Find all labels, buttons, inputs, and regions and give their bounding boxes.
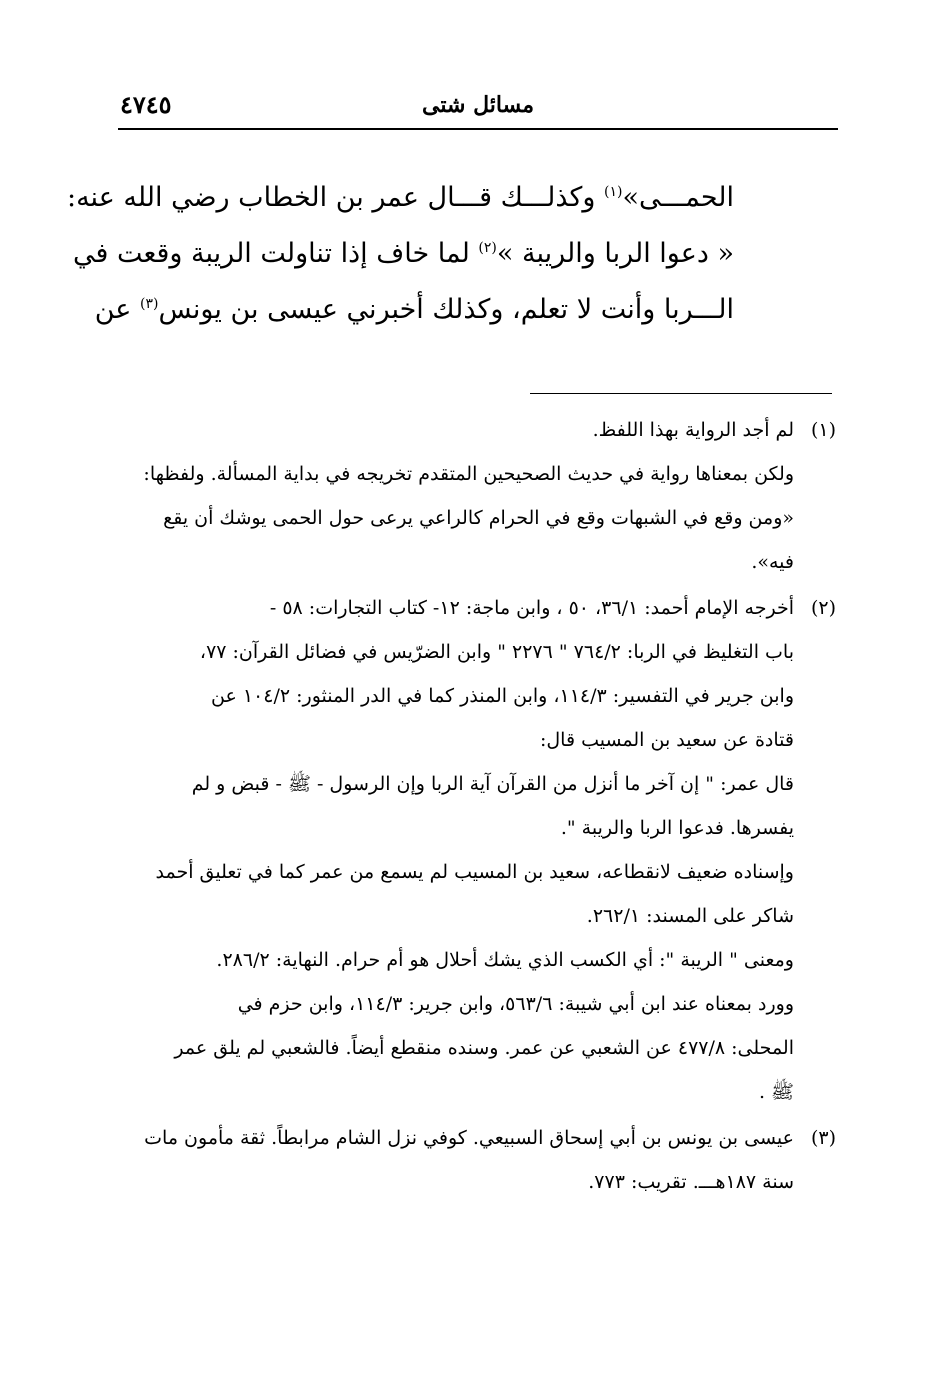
footnote-line: قتادة عن سعيد بن المسيب قال:	[539, 729, 794, 751]
footnote-line: يفسرها. فدعوا الربا والريبة ".	[560, 817, 794, 839]
footnote-line: شاكر على المسند: ٢٦٢/١.	[586, 905, 794, 927]
footnote-ref[interactable]: (١)	[604, 184, 623, 200]
page-number: ٤٧٤٥	[120, 90, 172, 119]
body-text-segment: لما خاف إذا تناولت الريبة وقعت في	[72, 238, 470, 269]
footnote-ref[interactable]: (٣)	[140, 296, 159, 312]
footnote-line: ومعنى " الريبة ": أي الكسب الذي يشك أحلال هو أم حرام. النهاية: ٢٨٦/٢.	[216, 949, 794, 971]
footnote-line: عيسى بن يونس بن أبي إسحاق السبيعي. كوفي نزل الشام مرابطاً. ثقة مأمون مات	[144, 1127, 794, 1149]
footnote-line: سنة ١٨٧هـــ. تقريب: ٧٧٣.	[588, 1171, 794, 1193]
running-title: مسائل شتى	[422, 92, 534, 118]
footnote-ref[interactable]: (٢)	[478, 240, 497, 256]
footnote-separator	[530, 393, 832, 394]
body-text-segment: وكذلـــك قـــال عمر بن الخطاب رضي الله عنه:	[66, 182, 596, 213]
footnote-line: ﷺ .	[758, 1081, 794, 1103]
footnote-1	[118, 408, 836, 584]
page-header	[118, 88, 838, 130]
footnote-3	[118, 1116, 836, 1204]
footnotes	[118, 408, 836, 1206]
footnote-line: فيه».	[751, 551, 794, 573]
footnote-line: قال عمر: " إن آخر ما أنزل من القرآن آية الربا وإن الرسول - ﷺ - قبض و لم	[191, 773, 794, 795]
footnote-2	[118, 586, 836, 1114]
body-text-segment: الحمـــى»	[622, 182, 734, 213]
footnote-line: المحلى: ٤٧٧/٨ عن الشعبي عن عمر. وسنده منقطع أيضاً. فالشعبي لم يلق عمر	[174, 1037, 794, 1059]
footnote-line: وابن جرير في التفسير: ١١٤/٣، وابن المنذر كما في الدر المنثور: ١٠٤/٢ عن	[211, 685, 794, 707]
body-text-segment: عن	[94, 294, 132, 325]
body-text-segment: « دعوا الربا والريبة »	[496, 238, 734, 269]
footnote-line: «ومن وقع في الشبهات وقع في الحرام كالراعي يرعى حول الحمى يوشك أن يقع	[163, 507, 794, 529]
footnote-line: ولكن بمعناها رواية في حديث الصحيحين المتقدم تخريجه في بداية المسألة. ولفظها:	[143, 463, 794, 485]
footnote-number: (١)	[810, 419, 836, 441]
body-line	[94, 282, 734, 338]
footnote-line: وإسناده ضعيف لانقطاعه، سعيد بن المسيب لم يسمع من عمر كما في تعليق أحمد	[155, 861, 794, 883]
body-line	[72, 226, 734, 282]
body-line	[66, 170, 734, 226]
main-text	[66, 170, 734, 338]
footnote-line: باب التغليظ في الربا: ٧٦٤/٢ " ٢٢٧٦ " وابن الضرّيس في فضائل القرآن: ٧٧،	[199, 641, 794, 663]
footnote-line: لم أجد الرواية بهذا اللفظ.	[592, 419, 794, 441]
body-text-segment: الـــربا وأنت لا تعلم، وكذلك أخبرني عيسى بن يونس	[158, 294, 734, 325]
footnote-line: أخرجه الإمام أحمد: ٣٦/١، ٥٠ ، وابن ماجة: ١٢- كتاب التجارات: ٥٨ -	[269, 597, 794, 619]
footnote-line: وورد بمعناه عند ابن أبي شيبة: ٥٦٣/٦، وابن جرير: ١١٤/٣، وابن حزم في	[237, 993, 794, 1015]
footnote-number: (٢)	[810, 597, 836, 619]
footnote-number: (٣)	[810, 1127, 836, 1149]
